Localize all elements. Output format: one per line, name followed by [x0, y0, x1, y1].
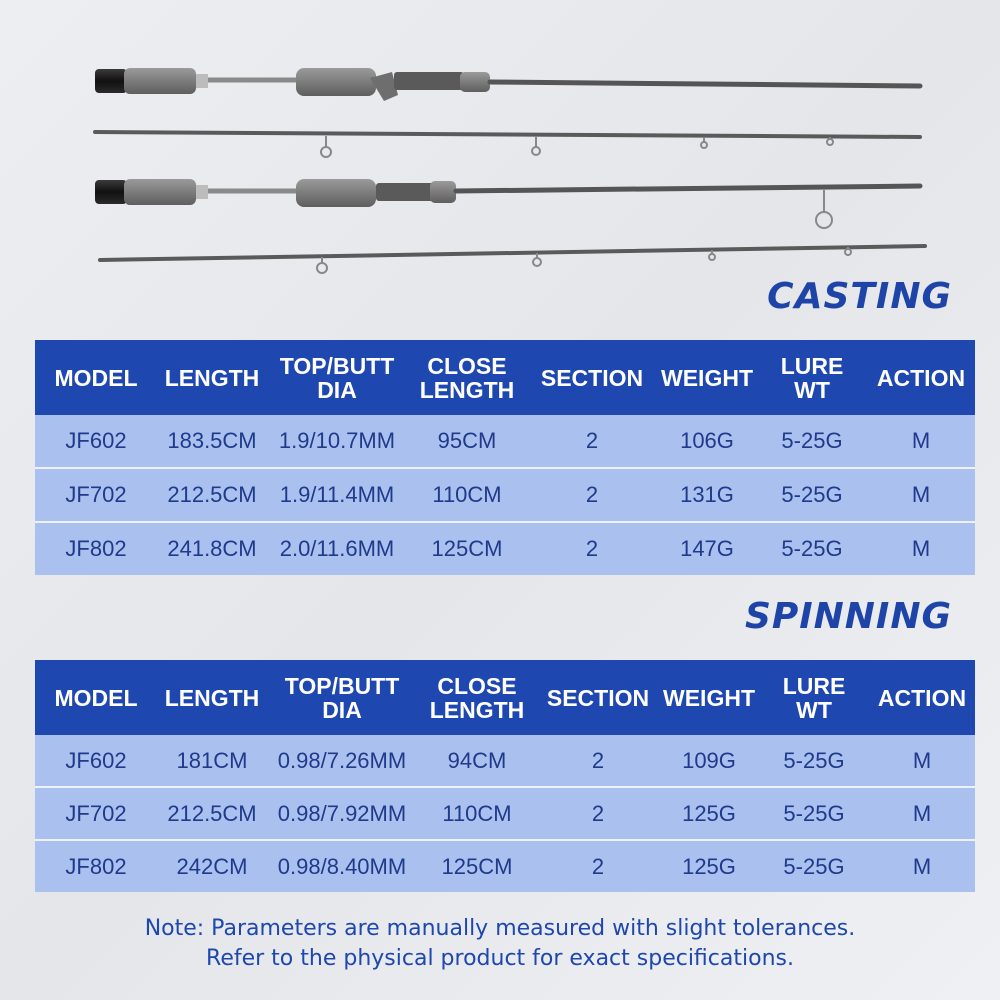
- header-top-butt-dia: TOP/BUTT DIA: [267, 340, 407, 415]
- cell-close-length: 110CM: [417, 787, 537, 840]
- cell-action: M: [867, 415, 975, 468]
- cell-model: JF802: [35, 522, 157, 575]
- header-section: SECTION: [537, 660, 659, 735]
- cell-lure-wt: 5-25G: [759, 735, 869, 787]
- cell-length: 241.8CM: [157, 522, 267, 575]
- spinning-spec-table: [35, 660, 975, 892]
- casting-section-title: CASTING: [767, 276, 952, 317]
- cell-top-butt-dia: 0.98/8.40MM: [267, 840, 417, 892]
- header-model: MODEL: [35, 660, 157, 735]
- header-weight: WEIGHT: [659, 660, 759, 735]
- table-row: [35, 735, 975, 787]
- header-close-length: CLOSE LENGTH: [417, 660, 537, 735]
- cell-model: JF702: [35, 787, 157, 840]
- header-top-butt-dia: TOP/BUTT DIA: [267, 660, 417, 735]
- header-close-length: CLOSE LENGTH: [407, 340, 527, 415]
- header-length: LENGTH: [157, 340, 267, 415]
- header-weight: WEIGHT: [657, 340, 757, 415]
- cell-length: 181CM: [157, 735, 267, 787]
- note-line-1: Note: Parameters are manually measured with slight tolerances.: [144, 916, 856, 941]
- cell-lure-wt: 5-25G: [759, 840, 869, 892]
- cell-close-length: 95CM: [407, 415, 527, 468]
- cell-top-butt-dia: 1.9/10.7MM: [267, 415, 407, 468]
- cell-action: M: [869, 735, 975, 787]
- cell-weight: 109G: [659, 735, 759, 787]
- cell-top-butt-dia: 0.98/7.92MM: [267, 787, 417, 840]
- cell-section: 2: [537, 735, 659, 787]
- casting-header-row: [35, 340, 975, 415]
- cell-lure-wt: 5-25G: [759, 787, 869, 840]
- header-section: SECTION: [527, 340, 657, 415]
- table-row: [35, 787, 975, 840]
- casting-rod-butt-icon: [95, 68, 920, 101]
- cell-length: 183.5CM: [157, 415, 267, 468]
- cell-section: 2: [537, 787, 659, 840]
- header-action: ACTION: [867, 340, 975, 415]
- spinning-header-row: [35, 660, 975, 735]
- cell-close-length: 110CM: [407, 468, 527, 522]
- cell-close-length: 125CM: [417, 840, 537, 892]
- cell-section: 2: [527, 415, 657, 468]
- cell-action: M: [869, 840, 975, 892]
- cell-section: 2: [527, 468, 657, 522]
- cell-section: 2: [537, 840, 659, 892]
- spinning-section-title: SPINNING: [744, 596, 952, 637]
- table-row: [35, 522, 975, 575]
- cell-weight: 125G: [659, 840, 759, 892]
- cell-model: JF602: [35, 735, 157, 787]
- cell-close-length: 94CM: [417, 735, 537, 787]
- cell-section: 2: [527, 522, 657, 575]
- cell-action: M: [867, 468, 975, 522]
- table-row: [35, 468, 975, 522]
- note-line-2: Refer to the physical product for exact specifications.: [206, 946, 794, 971]
- header-lure-wt: LURE WT: [759, 660, 869, 735]
- spinning-rod-tip-icon: [100, 246, 925, 273]
- table-row: [35, 415, 975, 468]
- cell-weight: 125G: [659, 787, 759, 840]
- cell-length: 212.5CM: [157, 468, 267, 522]
- cell-weight: 106G: [657, 415, 757, 468]
- cell-action: M: [869, 787, 975, 840]
- cell-lure-wt: 5-25G: [757, 468, 867, 522]
- cell-model: JF702: [35, 468, 157, 522]
- cell-model: JF802: [35, 840, 157, 892]
- header-lure-wt: LURE WT: [757, 340, 867, 415]
- cell-close-length: 125CM: [407, 522, 527, 575]
- cell-length: 212.5CM: [157, 787, 267, 840]
- header-length: LENGTH: [157, 660, 267, 735]
- casting-spec-table: [35, 340, 975, 575]
- cell-action: M: [867, 522, 975, 575]
- cell-weight: 147G: [657, 522, 757, 575]
- cell-top-butt-dia: 1.9/11.4MM: [267, 468, 407, 522]
- spinning-rod-butt-icon: [95, 179, 920, 228]
- cell-model: JF602: [35, 415, 157, 468]
- cell-lure-wt: 5-25G: [757, 415, 867, 468]
- cell-length: 242CM: [157, 840, 267, 892]
- casting-rod-tip-icon: [95, 132, 920, 157]
- cell-top-butt-dia: 0.98/7.26MM: [267, 735, 417, 787]
- header-action: ACTION: [869, 660, 975, 735]
- cell-weight: 131G: [657, 468, 757, 522]
- cell-top-butt-dia: 2.0/11.6MM: [267, 522, 407, 575]
- table-row: [35, 840, 975, 892]
- fishing-rods-illustration: [0, 0, 1000, 280]
- header-model: MODEL: [35, 340, 157, 415]
- cell-lure-wt: 5-25G: [757, 522, 867, 575]
